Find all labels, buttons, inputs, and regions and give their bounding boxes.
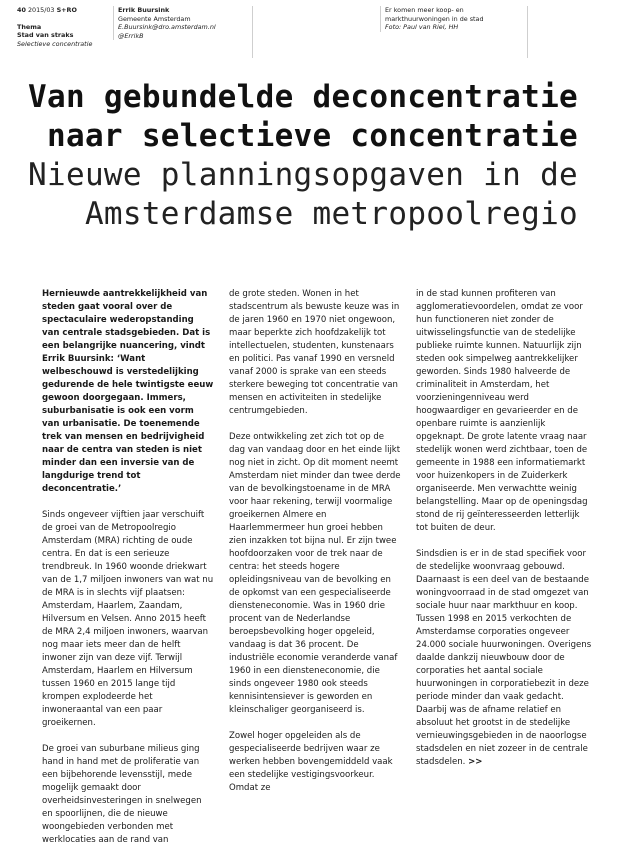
page-header [17,6,613,58]
page-number: 40 [17,6,26,14]
paragraph-text: Sindsdien is er in de stad specifiek voor de stedelijke woonvraag gebouwd. Daarnaast is een deel van de bestaande woningvoorraad in de stad omgezet van sociale huur naar markthuur en koop. Tussen 1998 en 2015 verkochten de Amsterdamse corporaties ongeveer 24.000 sociale huurwoningen. Overigens daalde dankzij nieuwbouw door de corporaties het aantal sociale huurwoningen in corporatiebezit in deze periode minder dan vaak gedacht. Daarbij was de afname relatief en absoluut het grootst in de stedelijke vernieuwingsgebieden in de naoorlogse stadsdelen en niet zozeer in de centrale stadsdelen. [416,549,592,767]
issue-info [17,6,107,48]
caption-line-1: Er komen meer koop- en [385,6,464,14]
magazine-name: S+RO [56,6,77,14]
paragraph: De groei van suburbane milieus ging hand in hand met de proliferatie van een bijbehorende levensstijl, mede mogelijk gemaakt door overheidsinvesteringen in snelwegen en spoorlijnen, die de nieuwe woongebieden verbonden met werklocaties aan de rand van [42,744,202,845]
paragraph [416,548,594,769]
continue-marker: >> [468,757,483,767]
column-2 [229,288,401,808]
issue-date: 2015/03 [27,6,55,14]
paragraph: Deze ontwikkeling zet zich tot op de dag van vandaag door en het einde lijkt nog niet in zicht. Op dit moment neemt Amsterdam niet minder dan twee derde van de bevolkingstoename in de MRA voor haar rekening, terwijl voormalige groeikernen Almere en Haarlemmermeer hun groei hebben zien inzakken tot bijna nul. Er zijn twee hoofdoorzaken voor de trek naar de centra: het steeds hogere opleidingsniveau van de bevolking en de opkomst van een gespecialiseerde diensteneconomie. Was in 1960 drie procent van de Nederlandse beroepsbevolking hoger opgeleid, vandaag is dat 36 procent. De industriële economie veranderde vanaf 1960 in een diensteneconomie, die sinds ongeveer 1980 ook steeds kennisintensiever is geworden en kleinschaliger georganiseerd is. [229,432,401,715]
column-1 [42,288,214,860]
header-divider [252,6,378,58]
header-divider [527,6,608,58]
caption-line-2: markthuurwoningen in de stad [385,14,484,23]
author-name: Errik Buursink [118,6,170,14]
paragraph: de grote steden. Wonen in het stadscentrum als bewuste keuze was in de jaren 1960 en 1970 niet ongewoon, maar beperkte zich hoofdzakelijk tot intellectuelen, studenten, kunstenaars en politici. Pas vanaf 1990 en versneld vanaf 2000 is sprake van een steeds sterkere beweging tot concentratie van mensen en activiteiten in stedelijke centrumgebieden. [229,289,400,416]
section-label: Thema [17,22,42,31]
subtitle-line-2: Amsterdamse metropoolregio [84,196,578,232]
author-email: E.Buursink@dro.amsterdam.nl [118,23,216,32]
paragraph: Sinds ongeveer vijftien jaar verschuift de groei van de Metropoolregio Amsterdam (MRA) richting de oude centra. En dat is een serieuze trendbreuk. In 1960 woonde driekwart van de 1,7 miljoen inwoners van wat nu de MRA is in slechts vijf plaatsen: Amsterdam, Haarlem, Zaandam, Hilversum en Velsen. Anno 2015 heeft de MRA 2,4 miljoen inwoners, waarvan nog maar iets meer dan de helft inwoner zijn van deze vijf. Terwijl Amsterdam, Haarlem en Hilversum tussen 1960 en 2015 lange tijd krompen explodeerde het inwoneraantal van een paar groeikernen. [42,510,214,728]
article-titles [28,78,578,234]
title-line-1: Van gebundelde deconcentratie [28,79,578,115]
author-organisation: Gemeente Amsterdam [118,14,191,23]
photo-caption [380,6,525,32]
theme-label: Stad van straks [17,31,74,40]
lead-paragraph: Hernieuwde aantrekkelijkheid van steden gaat vooral over de spectaculaire wederopstanding van centrale stadsgebieden. Dat is een belangrijke nuancering, vindt Errik Buursink: ‘Want welbeschouwd is verstedelijking gedurende de hele twintigste eeuw gewoon doorgegaan. Immers, suburbanisatie is ook een vorm van urbanisatie. De toenemende trek van mensen en bedrijvigheid naar de centra van steden is niet minder dan een inversie van de langdurige trend tot deconcentratie.’ [42,289,214,494]
author-handle: @ErrikB [118,31,144,40]
paragraph: Zowel hoger opgeleiden als de gespecialiseerde bedrijven waar ze werken hebben bovengemiddeld vaak een stedelijke vestigingsvoorkeur. Omdat ze [229,731,393,793]
title-line-2: naar selectieve concentratie [47,118,578,154]
column-3 [416,288,594,782]
photo-credit: Foto: Paul van Riel, HH [385,23,459,32]
subtitle-line-1: Nieuwe planningsopgaven in de [28,157,578,193]
author-block [113,6,253,40]
paragraph: in de stad kunnen profiteren van agglomeratievoordelen, omdat ze voor hun functioneren niet zonder de uitwisselingsfunctie van de stedelijke publieke ruimte kunnen. Natuurlijk zijn steden ook simpelweg aantrekkelijker geworden. Sinds 1980 halveerde de criminaliteit in Amsterdam, het voorzieningenniveau werd hoogwaardiger en gevarieerder en de openbare ruimte is aanzienlijk opgeknapt. De grote latente vraag naar stedelijk wonen werd zichtbaar, toen de gemeente in 1988 een informatiemarkt voor huizenkopers in de Zuiderkerk organiseerde. Men verwachtte weinig belangstelling. Maar op de openingsdag stond de rij geïnteresseerden letterlijk tot buiten de deur. [416,289,588,533]
subtheme-label: Selectieve concentratie [17,39,93,48]
